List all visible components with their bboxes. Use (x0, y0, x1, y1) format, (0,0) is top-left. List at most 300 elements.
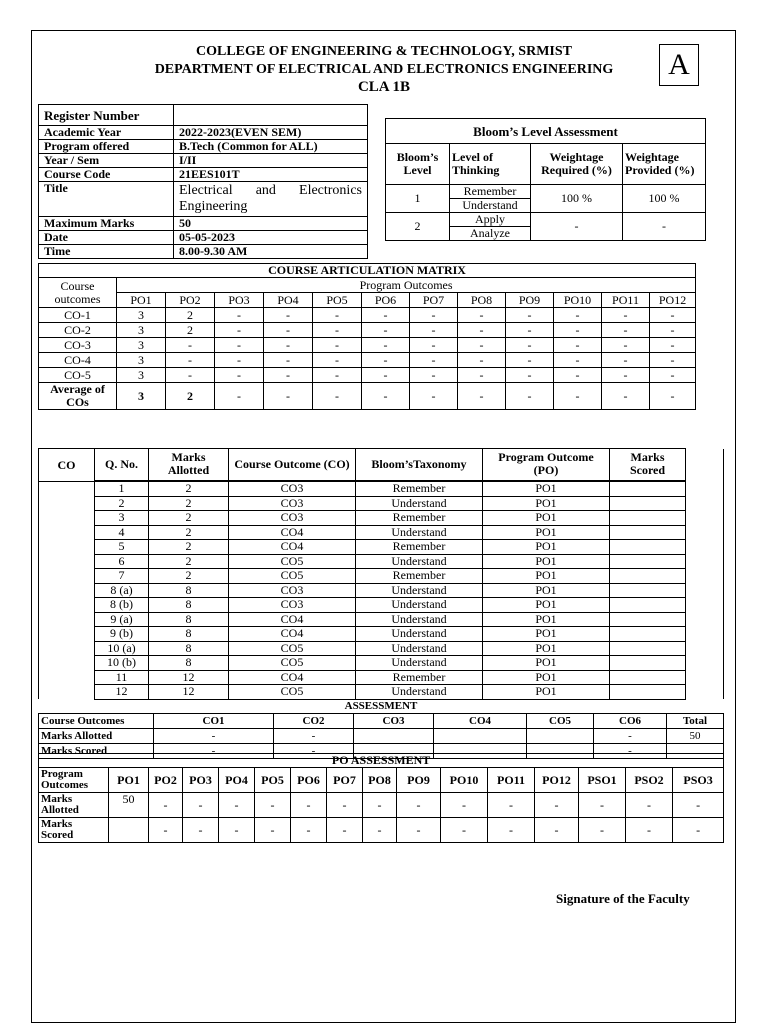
cam-average-cell: - (264, 383, 313, 410)
cam-average-cell: 2 (166, 383, 215, 410)
assessment-total-allotted: 50 (667, 729, 724, 744)
po-allotted-cell: - (626, 793, 673, 818)
question-bloom: Understand (356, 641, 483, 656)
question-marks-scored[interactable] (610, 482, 686, 497)
cam-cell: - (313, 338, 362, 353)
assessment-co-co3: CO3 (354, 714, 434, 729)
assessment-allotted-cell (434, 729, 527, 744)
assessment-co-co5: CO5 (527, 714, 594, 729)
cam-cell: 3 (117, 323, 166, 338)
question-co-cell (39, 598, 95, 613)
question-blank-cell (686, 496, 724, 511)
po-allotted-cell: - (327, 793, 363, 818)
question-bloom: Remember (356, 540, 483, 555)
po-assessment-pso1: PSO1 (579, 768, 626, 793)
po-allotted-cell: - (441, 793, 488, 818)
assessment-allotted-cell: - (274, 729, 354, 744)
question-co-cell (39, 656, 95, 671)
question-number: 10 (b) (95, 656, 149, 671)
question-co-cell (39, 685, 95, 700)
assessment-scored-label: Marks Scored (39, 744, 154, 759)
question-co-cell (39, 554, 95, 569)
assessment-title: ASSESSMENT (39, 700, 724, 714)
cam-po-header-po10: PO10 (554, 293, 602, 308)
question-number: 6 (95, 554, 149, 569)
cam-po-header-po7: PO7 (410, 293, 458, 308)
bloom-table-title: Bloom’s Level Assessment (386, 119, 706, 144)
cam-cell: - (264, 323, 313, 338)
cam-cell: - (166, 353, 215, 368)
cam-cell: - (554, 323, 602, 338)
course-title-value: Electrical and Electronics Engineering (174, 182, 368, 217)
po-assessment-po3: PO3 (183, 768, 219, 793)
question-marks: 8 (149, 583, 229, 598)
date-value: 05-05-2023 (174, 231, 368, 245)
cam-cell: - (650, 323, 696, 338)
assessment-scored-cell: - (594, 744, 667, 759)
question-marks-scored[interactable] (610, 641, 686, 656)
question-blank-cell (686, 641, 724, 656)
po-allotted-cell: - (363, 793, 397, 818)
cam-cell: - (602, 308, 650, 323)
question-marks-scored[interactable] (610, 540, 686, 555)
cam-po-header-po12: PO12 (650, 293, 696, 308)
question-po: PO1 (483, 482, 610, 497)
question-row (39, 482, 724, 497)
question-co-cell (39, 540, 95, 555)
question-bloom: Understand (356, 656, 483, 671)
cam-po-header-po6: PO6 (362, 293, 410, 308)
question-po: PO1 (483, 554, 610, 569)
po-assessment-po5: PO5 (255, 768, 291, 793)
question-bloom: Remember (356, 670, 483, 685)
program-outcomes-header: Program Outcomes (117, 278, 696, 293)
question-bloom: Understand (356, 525, 483, 540)
cam-cell: - (602, 323, 650, 338)
question-course-outcome: CO4 (229, 612, 356, 627)
cam-cell: - (554, 308, 602, 323)
question-row (39, 598, 724, 613)
cam-po-header-po3: PO3 (215, 293, 264, 308)
po-scored-cell: - (363, 818, 397, 843)
info-row-academic-year (39, 126, 368, 140)
question-co-cell (39, 583, 95, 598)
question-course-outcome: CO5 (229, 554, 356, 569)
cam-average-label: Average of COs (39, 383, 117, 410)
question-row (39, 569, 724, 584)
thinking-understand: Understand (450, 199, 531, 213)
time-label: Time (39, 245, 174, 259)
question-co-cell (39, 670, 95, 685)
question-blank-cell (686, 598, 724, 613)
info-row-time (39, 245, 368, 259)
max-marks-value: 50 (174, 217, 368, 231)
po-assessment-po1: PO1 (109, 768, 149, 793)
question-course-outcome: CO5 (229, 641, 356, 656)
question-number: 3 (95, 511, 149, 526)
question-co-cell (39, 525, 95, 540)
bloom-level-table (385, 118, 706, 241)
question-marks-scored[interactable] (610, 612, 686, 627)
cam-cell: - (506, 323, 554, 338)
question-marks-scored[interactable] (610, 496, 686, 511)
po-assessment-pso2: PSO2 (626, 768, 673, 793)
po-assessment-table (38, 753, 724, 843)
question-row (39, 583, 724, 598)
cam-cell: - (506, 353, 554, 368)
question-blank-cell (686, 627, 724, 642)
question-bloom: Understand (356, 554, 483, 569)
cam-cell: - (166, 368, 215, 383)
question-bloom: Understand (356, 583, 483, 598)
question-blank-cell (686, 525, 724, 540)
question-blank-cell (686, 540, 724, 555)
cam-cell: 2 (166, 308, 215, 323)
question-number: 8 (b) (95, 598, 149, 613)
po-scored-cell: - (673, 818, 724, 843)
register-label: Register Number (39, 105, 174, 126)
cam-cell: - (410, 368, 458, 383)
question-po: PO1 (483, 685, 610, 700)
question-marks-scored[interactable] (610, 525, 686, 540)
po-assessment-po11: PO11 (488, 768, 535, 793)
cam-po-header-po8: PO8 (458, 293, 506, 308)
weightage-required-2: - (531, 213, 623, 241)
po-scored-cell: - (183, 818, 219, 843)
grade-box: A (659, 44, 699, 86)
question-marks-scored[interactable] (610, 670, 686, 685)
question-blank-cell (686, 511, 724, 526)
college-name: COLLEGE OF ENGINEERING & TECHNOLOGY, SRMIST (195, 44, 572, 59)
po-assessment-po10: PO10 (441, 768, 488, 793)
assessment-allotted-cell: - (154, 729, 274, 744)
question-co-cell (39, 511, 95, 526)
question-marks: 8 (149, 598, 229, 613)
question-course-outcome: CO5 (229, 569, 356, 584)
question-row (39, 511, 724, 526)
question-row (39, 525, 724, 540)
po-assessment-po2: PO2 (149, 768, 183, 793)
weightage-provided-2: - (623, 213, 706, 241)
question-marks-scored[interactable] (610, 583, 686, 598)
question-po: PO1 (483, 540, 610, 555)
cam-row-co-1 (39, 308, 696, 323)
question-co-cell (39, 482, 95, 497)
cam-po-header-po2: PO2 (166, 293, 215, 308)
question-marks: 2 (149, 525, 229, 540)
question-blank-cell (686, 612, 724, 627)
course-outcomes-header: Course outcomes (39, 278, 117, 308)
po-assessment-po7: PO7 (327, 768, 363, 793)
question-mapping-table (38, 448, 724, 700)
question-bloom: Remember (356, 511, 483, 526)
bloom-level-2: 2 (386, 213, 450, 241)
year-sem-label: Year / Sem (39, 154, 174, 168)
question-marks: 2 (149, 511, 229, 526)
question-po: PO1 (483, 525, 610, 540)
info-row-year-sem (39, 154, 368, 168)
question-number: 8 (a) (95, 583, 149, 598)
question-marks-scored[interactable] (610, 554, 686, 569)
course-code-value: 21EES101T (174, 168, 368, 182)
question-co-cell (39, 569, 95, 584)
question-po: PO1 (483, 583, 610, 598)
cam-cell: - (602, 353, 650, 368)
question-number: 2 (95, 496, 149, 511)
question-row (39, 627, 724, 642)
cam-cell: - (650, 338, 696, 353)
question-row (39, 612, 724, 627)
po-scored-cell: - (149, 818, 183, 843)
po-allotted-cell: - (488, 793, 535, 818)
cam-co-label: CO-4 (39, 353, 117, 368)
po-scored-cell: - (626, 818, 673, 843)
academic-year-value: 2022-2023(EVEN SEM) (174, 126, 368, 140)
cam-row-co-2 (39, 323, 696, 338)
assessment-co-co2: CO2 (274, 714, 354, 729)
cam-average-cell: - (554, 383, 602, 410)
question-marks-scored[interactable] (610, 598, 686, 613)
question-po: PO1 (483, 598, 610, 613)
po-allotted-cell: - (535, 793, 579, 818)
po-allotted-cell: - (183, 793, 219, 818)
question-number: 12 (95, 685, 149, 700)
register-number-field[interactable] (174, 105, 368, 126)
cam-cell: - (410, 323, 458, 338)
po-allotted-cell: - (397, 793, 441, 818)
cam-cell: - (650, 353, 696, 368)
question-co-cell (39, 627, 95, 642)
bloom-level-1: 1 (386, 185, 450, 213)
po-allotted-cell: - (219, 793, 255, 818)
question-marks: 12 (149, 670, 229, 685)
question-number: 10 (a) (95, 641, 149, 656)
po-allotted-cell: - (291, 793, 327, 818)
question-marks: 2 (149, 496, 229, 511)
po-assessment-po9: PO9 (397, 768, 441, 793)
question-marks: 2 (149, 540, 229, 555)
question-po: PO1 (483, 627, 610, 642)
question-po: PO1 (483, 511, 610, 526)
question-number: 5 (95, 540, 149, 555)
question-marks-scored[interactable] (610, 569, 686, 584)
question-co-cell (39, 496, 95, 511)
year-sem-value: I/II (174, 154, 368, 168)
faculty-signature-label: Signature of the Faculty (556, 891, 690, 906)
po-scored-cell: - (255, 818, 291, 843)
cam-cell: - (215, 323, 264, 338)
cam-title: COURSE ARTICULATION MATRIX (39, 264, 696, 278)
cam-co-label: CO-2 (39, 323, 117, 338)
question-marks: 8 (149, 627, 229, 642)
cam-cell: - (313, 368, 362, 383)
cam-cell: - (458, 308, 506, 323)
question-course-outcome: CO3 (229, 583, 356, 598)
cam-cell: - (506, 368, 554, 383)
info-row-course-code (39, 168, 368, 182)
po-scored-cell: - (291, 818, 327, 843)
po-assessment-po6: PO6 (291, 768, 327, 793)
cam-cell: - (215, 308, 264, 323)
question-row (39, 685, 724, 700)
question-course-outcome: CO3 (229, 496, 356, 511)
po-assessment-po-label: Program Outcomes (39, 768, 109, 793)
cam-cell: - (506, 308, 554, 323)
academic-year-label: Academic Year (39, 126, 174, 140)
cam-average-cell: - (458, 383, 506, 410)
po-scored-cell: - (397, 818, 441, 843)
po-scored-cell: - (441, 818, 488, 843)
cam-cell: - (410, 308, 458, 323)
weightage-provided-header: Weightage Provided (%) (623, 144, 706, 185)
cam-cell: - (264, 308, 313, 323)
assessment-allotted-cell: - (594, 729, 667, 744)
question-course-outcome: CO5 (229, 685, 356, 700)
department-name: DEPARTMENT OF ELECTRICAL AND ELECTRONICS ENGINEERING (154, 62, 614, 77)
question-row (39, 656, 724, 671)
question-blank-cell (686, 569, 724, 584)
cam-row-co-4 (39, 353, 696, 368)
cam-co-label: CO-5 (39, 368, 117, 383)
question-bloom: Understand (356, 627, 483, 642)
cam-cell: - (362, 338, 410, 353)
question-bloom: Understand (356, 685, 483, 700)
course-outcome-header: Course Outcome (CO) (229, 449, 356, 481)
question-bloom: Understand (356, 496, 483, 511)
co-header: CO (39, 449, 95, 482)
course-articulation-matrix (38, 263, 696, 410)
info-row-program (39, 140, 368, 154)
cam-cell: - (362, 308, 410, 323)
thinking-analyze: Analyze (450, 227, 531, 241)
question-marks: 8 (149, 612, 229, 627)
cam-po-header-po4: PO4 (264, 293, 313, 308)
cam-average-cell: - (650, 383, 696, 410)
cam-cell: - (215, 368, 264, 383)
po-assessment-po12: PO12 (535, 768, 579, 793)
info-row-max-marks (39, 217, 368, 231)
cam-cell: - (313, 353, 362, 368)
question-po: PO1 (483, 612, 610, 627)
question-blank-cell (686, 482, 724, 497)
cam-cell: - (602, 338, 650, 353)
assessment-allotted-cell (354, 729, 434, 744)
info-row-date (39, 231, 368, 245)
cam-cell: - (650, 368, 696, 383)
po-assessment-po4: PO4 (219, 768, 255, 793)
po-assessment-title: PO ASSESSMENT (39, 754, 724, 768)
po-allotted-cell: - (255, 793, 291, 818)
weightage-required-1: 100 % (531, 185, 623, 213)
question-course-outcome: CO3 (229, 511, 356, 526)
cam-average-cell: - (506, 383, 554, 410)
po-scored-cell: - (579, 818, 626, 843)
cam-cell: - (650, 308, 696, 323)
cam-cell: - (264, 368, 313, 383)
question-course-outcome: CO4 (229, 540, 356, 555)
question-row (39, 540, 724, 555)
info-row-title (39, 182, 368, 217)
assessment-co-co6: CO6 (594, 714, 667, 729)
po-assessment-po8: PO8 (363, 768, 397, 793)
cam-row-co-5 (39, 368, 696, 383)
question-marks-scored[interactable] (610, 511, 686, 526)
question-row (39, 641, 724, 656)
cam-cell: - (458, 338, 506, 353)
cam-average-cell: - (602, 383, 650, 410)
co-assessment-table (38, 700, 724, 759)
question-marks-scored[interactable] (610, 627, 686, 642)
cam-cell: 3 (117, 338, 166, 353)
weightage-provided-1: 100 % (623, 185, 706, 213)
po-assessment-allotted-label: Marks Allotted (39, 793, 109, 818)
blooms-taxonomy-header: Bloom’sTaxonomy (356, 449, 483, 481)
po-scored-cell: - (327, 818, 363, 843)
po-allotted-cell: - (149, 793, 183, 818)
po-allotted-cell: - (579, 793, 626, 818)
thinking-apply: Apply (450, 213, 531, 227)
cam-cell: - (458, 353, 506, 368)
cam-cell: - (166, 338, 215, 353)
thinking-remember: Remember (450, 185, 531, 199)
assessment-total-label: Total (667, 714, 724, 729)
question-course-outcome: CO4 (229, 627, 356, 642)
po-scored-cell: - (535, 818, 579, 843)
question-number: 11 (95, 670, 149, 685)
cam-cell: - (215, 338, 264, 353)
question-number: 9 (b) (95, 627, 149, 642)
cam-average-cell: - (313, 383, 362, 410)
cam-cell: - (362, 353, 410, 368)
question-row (39, 496, 724, 511)
question-number: 9 (a) (95, 612, 149, 627)
question-co-cell (39, 612, 95, 627)
question-bloom: Understand (356, 598, 483, 613)
cam-average-cell: 3 (117, 383, 166, 410)
cam-cell: 3 (117, 368, 166, 383)
cam-average-cell: - (215, 383, 264, 410)
question-blank-cell (686, 656, 724, 671)
question-co-cell (39, 641, 95, 656)
question-blank-cell (686, 554, 724, 569)
cam-cell: - (602, 368, 650, 383)
cam-cell: - (506, 338, 554, 353)
question-marks-scored[interactable] (610, 685, 686, 700)
question-marks-scored[interactable] (610, 656, 686, 671)
po-scored-cell: - (488, 818, 535, 843)
question-course-outcome: CO4 (229, 525, 356, 540)
question-blank-cell (686, 670, 724, 685)
cam-average-cell: - (362, 383, 410, 410)
program-outcome-header: Program Outcome (PO) (483, 449, 610, 481)
question-po: PO1 (483, 670, 610, 685)
title-label: Title (39, 182, 174, 217)
question-course-outcome: CO4 (229, 670, 356, 685)
assessment-scored-cell: - (274, 744, 354, 759)
cam-cell: - (215, 353, 264, 368)
cam-cell: - (554, 338, 602, 353)
question-blank-cell (686, 685, 724, 700)
question-po: PO1 (483, 496, 610, 511)
question-bloom: Remember (356, 569, 483, 584)
time-value: 8.00-9.30 AM (174, 245, 368, 259)
question-course-outcome: CO5 (229, 656, 356, 671)
program-label: Program offered (39, 140, 174, 154)
cam-po-header-po9: PO9 (506, 293, 554, 308)
cam-cell: - (264, 338, 313, 353)
question-po: PO1 (483, 569, 610, 584)
po-assessment-pso3: PSO3 (673, 768, 724, 793)
